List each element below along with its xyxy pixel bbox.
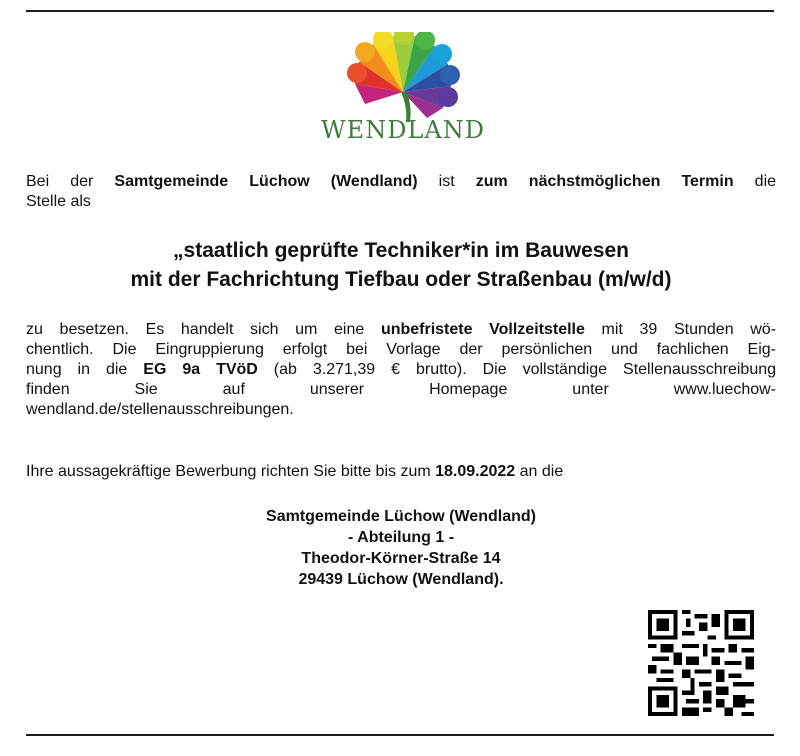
details-paragraph (26, 320, 776, 420)
top-rule (26, 10, 774, 12)
address-block (26, 506, 776, 590)
intro-line-2: Stelle als (26, 193, 91, 210)
qr-code-icon[interactable] (648, 610, 754, 716)
address-line-1: Samtgemeinde Lüchow (Wendland) (266, 508, 536, 525)
details-line-4: finden Sie auf unserer Homepage unter www.luechow- (26, 381, 776, 398)
job-title-line-1: „staatlich geprüfte Techniker*in im Bauwesen (173, 239, 629, 262)
address-line-4: 29439 Lüchow (Wendland). (298, 571, 504, 588)
bottom-rule (26, 734, 774, 736)
details-line-2: chentlich. Die Eingruppierung erfolgt bei Vorlage der persönlichen und fachlichen Eig- (26, 341, 776, 358)
job-title-line-2: mit der Fachrichtung Tiefbau oder Straßenbau (m/w/d) (130, 268, 672, 291)
intro-line-1: Bei der Samtgemeinde Lüchow (Wendland) ist zum nächstmöglichen Termin die (26, 173, 777, 190)
wendland-logo (318, 32, 488, 150)
logo-wordmark: WENDLAND (321, 116, 485, 144)
intro-paragraph (26, 172, 776, 212)
address-line-2: - Abteilung 1 - (347, 529, 455, 546)
details-line-5: wendland.de/stellenausschreibungen. (26, 401, 294, 418)
job-title (26, 236, 776, 294)
details-line-1: zu besetzen. Es handelt sich um eine unbefristete Vollzeitstelle mit 39 Stunden wö- (26, 321, 777, 338)
address-line-3: Theodor-Körner-Straße 14 (301, 550, 501, 567)
rainbow-leaf-icon (318, 32, 488, 122)
deadline-paragraph: Ihre aussagekräftige Bewerbung richten Sie bitte bis zum 18.09.2022 an die (26, 463, 564, 480)
details-line-3: nung in die EG 9a TVöD (ab 3.271,39 € brutto). Die vollständige Stellenausschreibung (26, 361, 777, 378)
deadline-date: 18.09.2022 (435, 463, 516, 480)
